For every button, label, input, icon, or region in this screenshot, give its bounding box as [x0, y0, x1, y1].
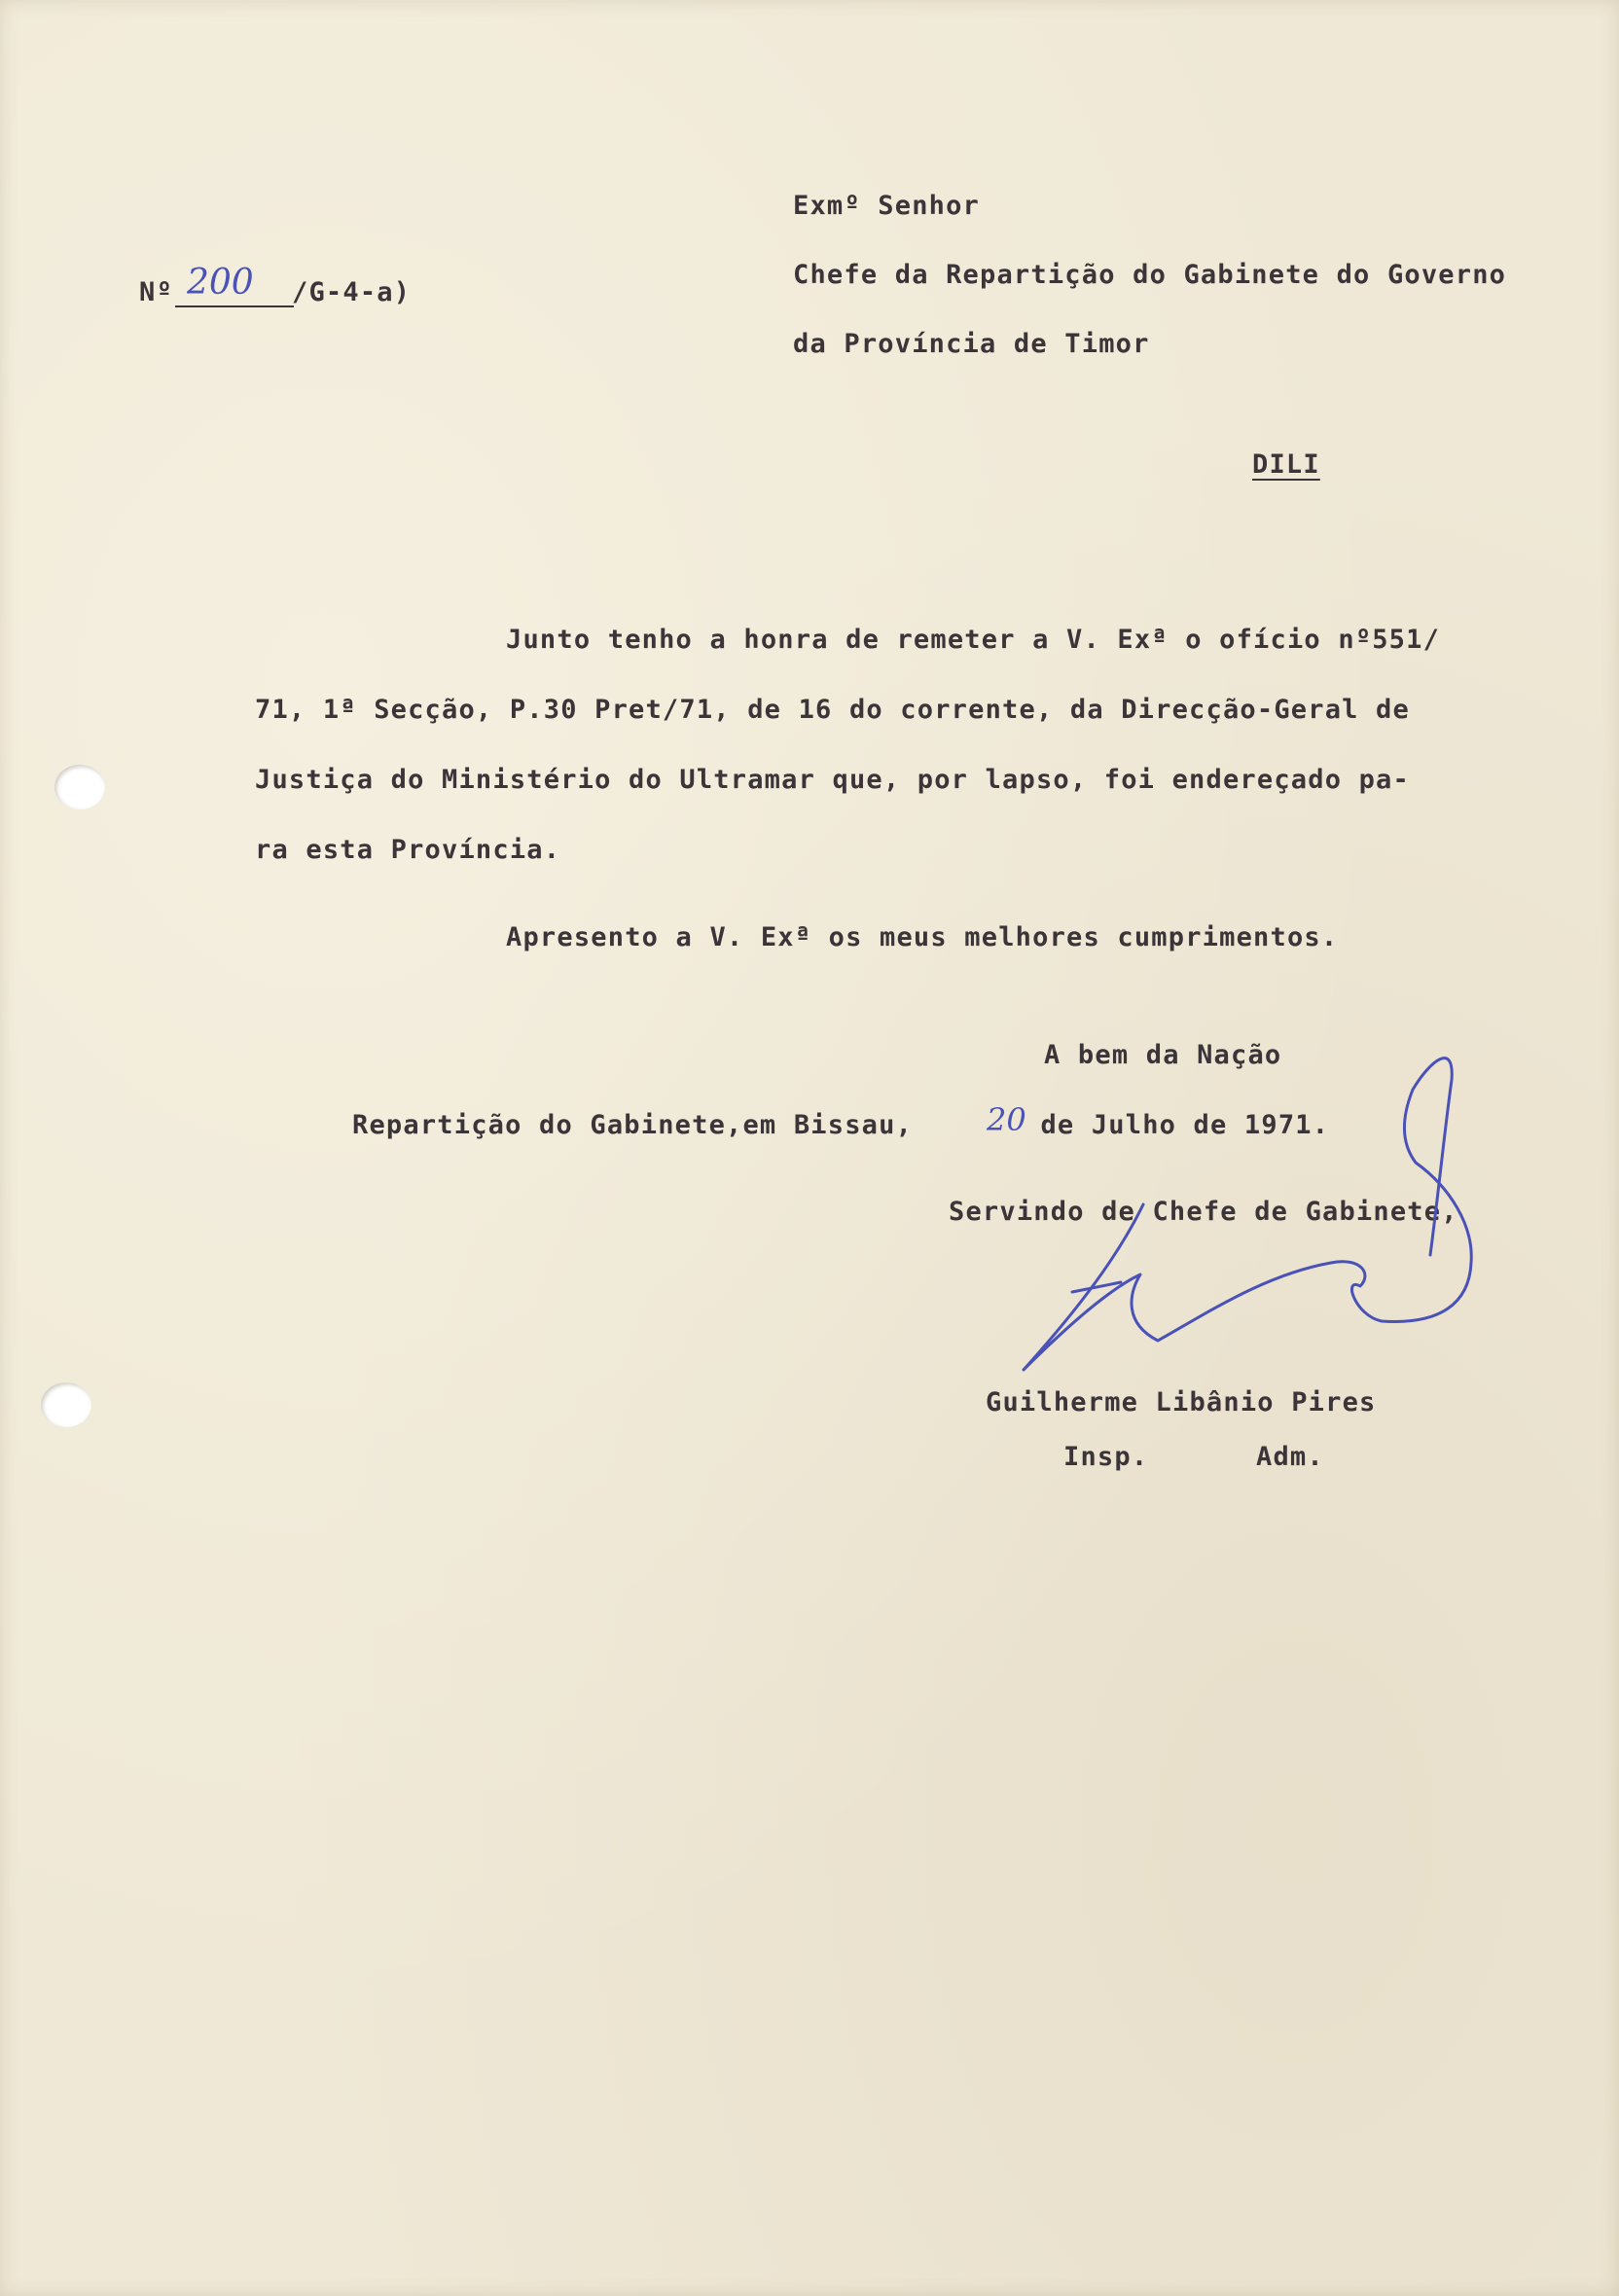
- body-paragraph-2: Apresento a V. Exª os meus melhores cumprimentos.: [506, 922, 1339, 952]
- serving-as-chief-line: Servindo de Chefe de Gabinete,: [949, 1197, 1458, 1227]
- signatory-name: Guilherme Libânio Pires: [986, 1387, 1377, 1417]
- body-paragraph-1-line-1: Junto tenho a honra de remeter a V. Exª o ofício nº551/: [506, 625, 1441, 655]
- recipient-line-2: da Província de Timor: [793, 329, 1150, 359]
- handwritten-day: 20: [987, 1101, 1026, 1138]
- body-paragraph-1-line-2: 71, 1ª Secção, P.30 Pret/71, de 16 do corrente, da Direcção-Geral de: [255, 695, 1410, 725]
- reference-suffix: /G-4-a): [292, 277, 412, 307]
- recipient-line-1: Chefe da Repartição do Gabinete do Governo: [793, 260, 1507, 290]
- reference-prefix: Nº: [139, 277, 173, 307]
- signatory-title-part-1: Insp.: [1063, 1442, 1149, 1472]
- place-prefix: Repartição do Gabinete,em Bissau,: [352, 1110, 914, 1140]
- signatory-title-part-2: Adm.: [1256, 1442, 1324, 1472]
- reference-handwritten-number: 200: [187, 263, 254, 303]
- body-paragraph-1-line-3: Justiça do Ministério do Ultramar que, por lapso, foi endereçado pa-: [255, 765, 1410, 795]
- destination-city: DILI: [1252, 449, 1320, 480]
- closing-motto: A bem da Nação: [1044, 1040, 1282, 1070]
- salutation: Exmº Senhor: [793, 191, 981, 221]
- body-paragraph-1-line-4: ra esta Província.: [255, 835, 561, 865]
- place-suffix: de Julho de 1971.: [1024, 1110, 1330, 1140]
